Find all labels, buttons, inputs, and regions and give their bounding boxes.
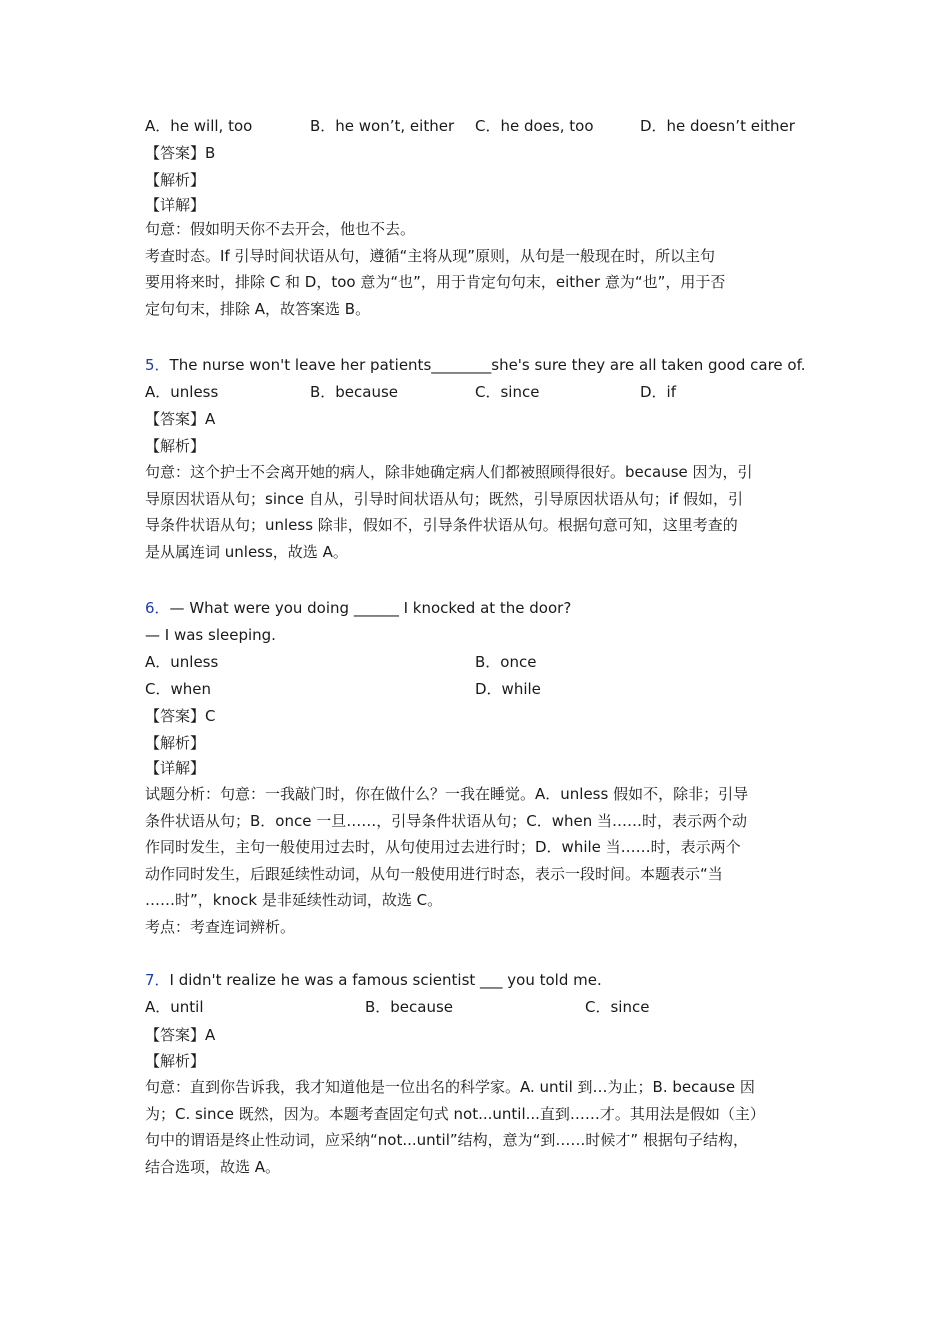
analysis-heading: 【解析】 <box>145 734 206 752</box>
option-a: A．until <box>145 998 204 1016</box>
question-7-stem <box>145 970 602 990</box>
explanation-line: 句意：这个护士不会离开她的病人，除非她确定病人们都被照顾得很好。because 因为，引 <box>145 463 753 481</box>
detail-heading: 【详解】 <box>145 196 206 214</box>
explanation-line: 导原因状语从句；since 自从，引导时间状语从句；既然，引导原因状语从句；if 假如，引 <box>145 490 743 508</box>
option-b: B．because <box>365 998 454 1016</box>
explanation-line: 定句句末，排除 A，故答案选 B。 <box>145 300 371 318</box>
option-b: B．because <box>310 383 399 401</box>
question-6-stem <box>145 598 571 618</box>
explanation-line: 条件状语从句；B．once 一旦……，引导条件状语从句；C．when 当……时，表示两个动 <box>145 812 747 830</box>
answer-label: 【答案】A <box>145 1026 216 1044</box>
question-text: I didn't realize he was a famous scientist <box>169 971 481 989</box>
question-text: — What were you doing ______ I knocked at the door? <box>169 599 572 617</box>
explanation-line: 是从属连词 unless，故选 A。 <box>145 543 348 561</box>
explanation-line: 句意：假如明天你不去开会，他也不去。 <box>145 220 416 238</box>
analysis-heading: 【解析】 <box>145 1052 206 1070</box>
option-c: C．since <box>475 383 540 401</box>
explanation-line: 要用将来时，排除 C 和 D，too 意为“也”，用于肯定句句末，either 意为“也”，用于否 <box>145 273 726 291</box>
option-b: B．once <box>475 653 537 671</box>
detail-heading: 【详解】 <box>145 759 206 777</box>
question-number: 6． <box>145 599 170 617</box>
option-d: D．while <box>475 680 541 698</box>
answer-label: 【答案】B <box>145 144 216 162</box>
explanation-line: 结合选项，故选 A。 <box>145 1158 281 1176</box>
explanation-line: 动作同时发生，后跟延续性动词，从句一般使用进行时态，表示一段时间。本题表示“当 <box>145 865 723 883</box>
question-number: 7． <box>145 971 170 989</box>
explanation-line: 导条件状语从句；unless 除非，假如不，引导条件状语从句。根据句意可知，这里考查的 <box>145 516 738 534</box>
explanation-line: 作同时发生，主句一般使用过去时，从句使用过去进行时；D．while 当……时，表示两个 <box>145 838 741 856</box>
option-a: A．unless <box>145 383 219 401</box>
option-a: A．he will, too <box>145 117 253 135</box>
answer-label: 【答案】C <box>145 707 216 725</box>
analysis-heading: 【解析】 <box>145 437 206 455</box>
question-6-reply: — I was sleeping. <box>145 626 276 644</box>
question-blank: ___ <box>480 971 503 989</box>
option-c: C．since <box>585 998 650 1016</box>
option-d: D．he doesn’t either <box>640 117 795 135</box>
question-number: 5． <box>145 356 170 374</box>
question-text: you told me. <box>502 971 602 989</box>
option-a: A．unless <box>145 653 219 671</box>
explanation-line: 句意：直到你告诉我，我才知道他是一位出名的科学家。A. until 到…为止；B. because 因 <box>145 1078 755 1096</box>
option-c: C．when <box>145 680 211 698</box>
explanation-line: ……时”，knock 是非延续性动词，故选 C。 <box>145 891 443 909</box>
explanation-line: 为；C. since 既然，因为。本题考查固定句式 not...until...直到……才。其用法是假如（主） <box>145 1105 765 1123</box>
explanation-line: 试题分析：句意：一我敲门时，你在做什么？一我在睡觉。A．unless 假如不，除非；引导 <box>145 785 749 803</box>
answer-label: 【答案】A <box>145 410 216 428</box>
explanation-line: 句中的谓语是终止性动词，应采纳“not...until”结构，意为“到……时候才” 根据句子结构， <box>145 1131 748 1149</box>
option-d: D．if <box>640 383 676 401</box>
option-b: B．he won’t, either <box>310 117 455 135</box>
question-5-stem <box>145 355 806 375</box>
analysis-heading: 【解析】 <box>145 171 206 189</box>
option-c: C．he does, too <box>475 117 594 135</box>
question-text: The nurse won't leave her patients________she's sure they are all taken good care of. <box>169 356 806 374</box>
explanation-line: 考点：考查连词辨析。 <box>145 918 296 936</box>
explanation-line: 考查时态。If 引导时间状语从句，遵循“主将从现”原则，从句是一般现在时，所以主句 <box>145 247 716 265</box>
